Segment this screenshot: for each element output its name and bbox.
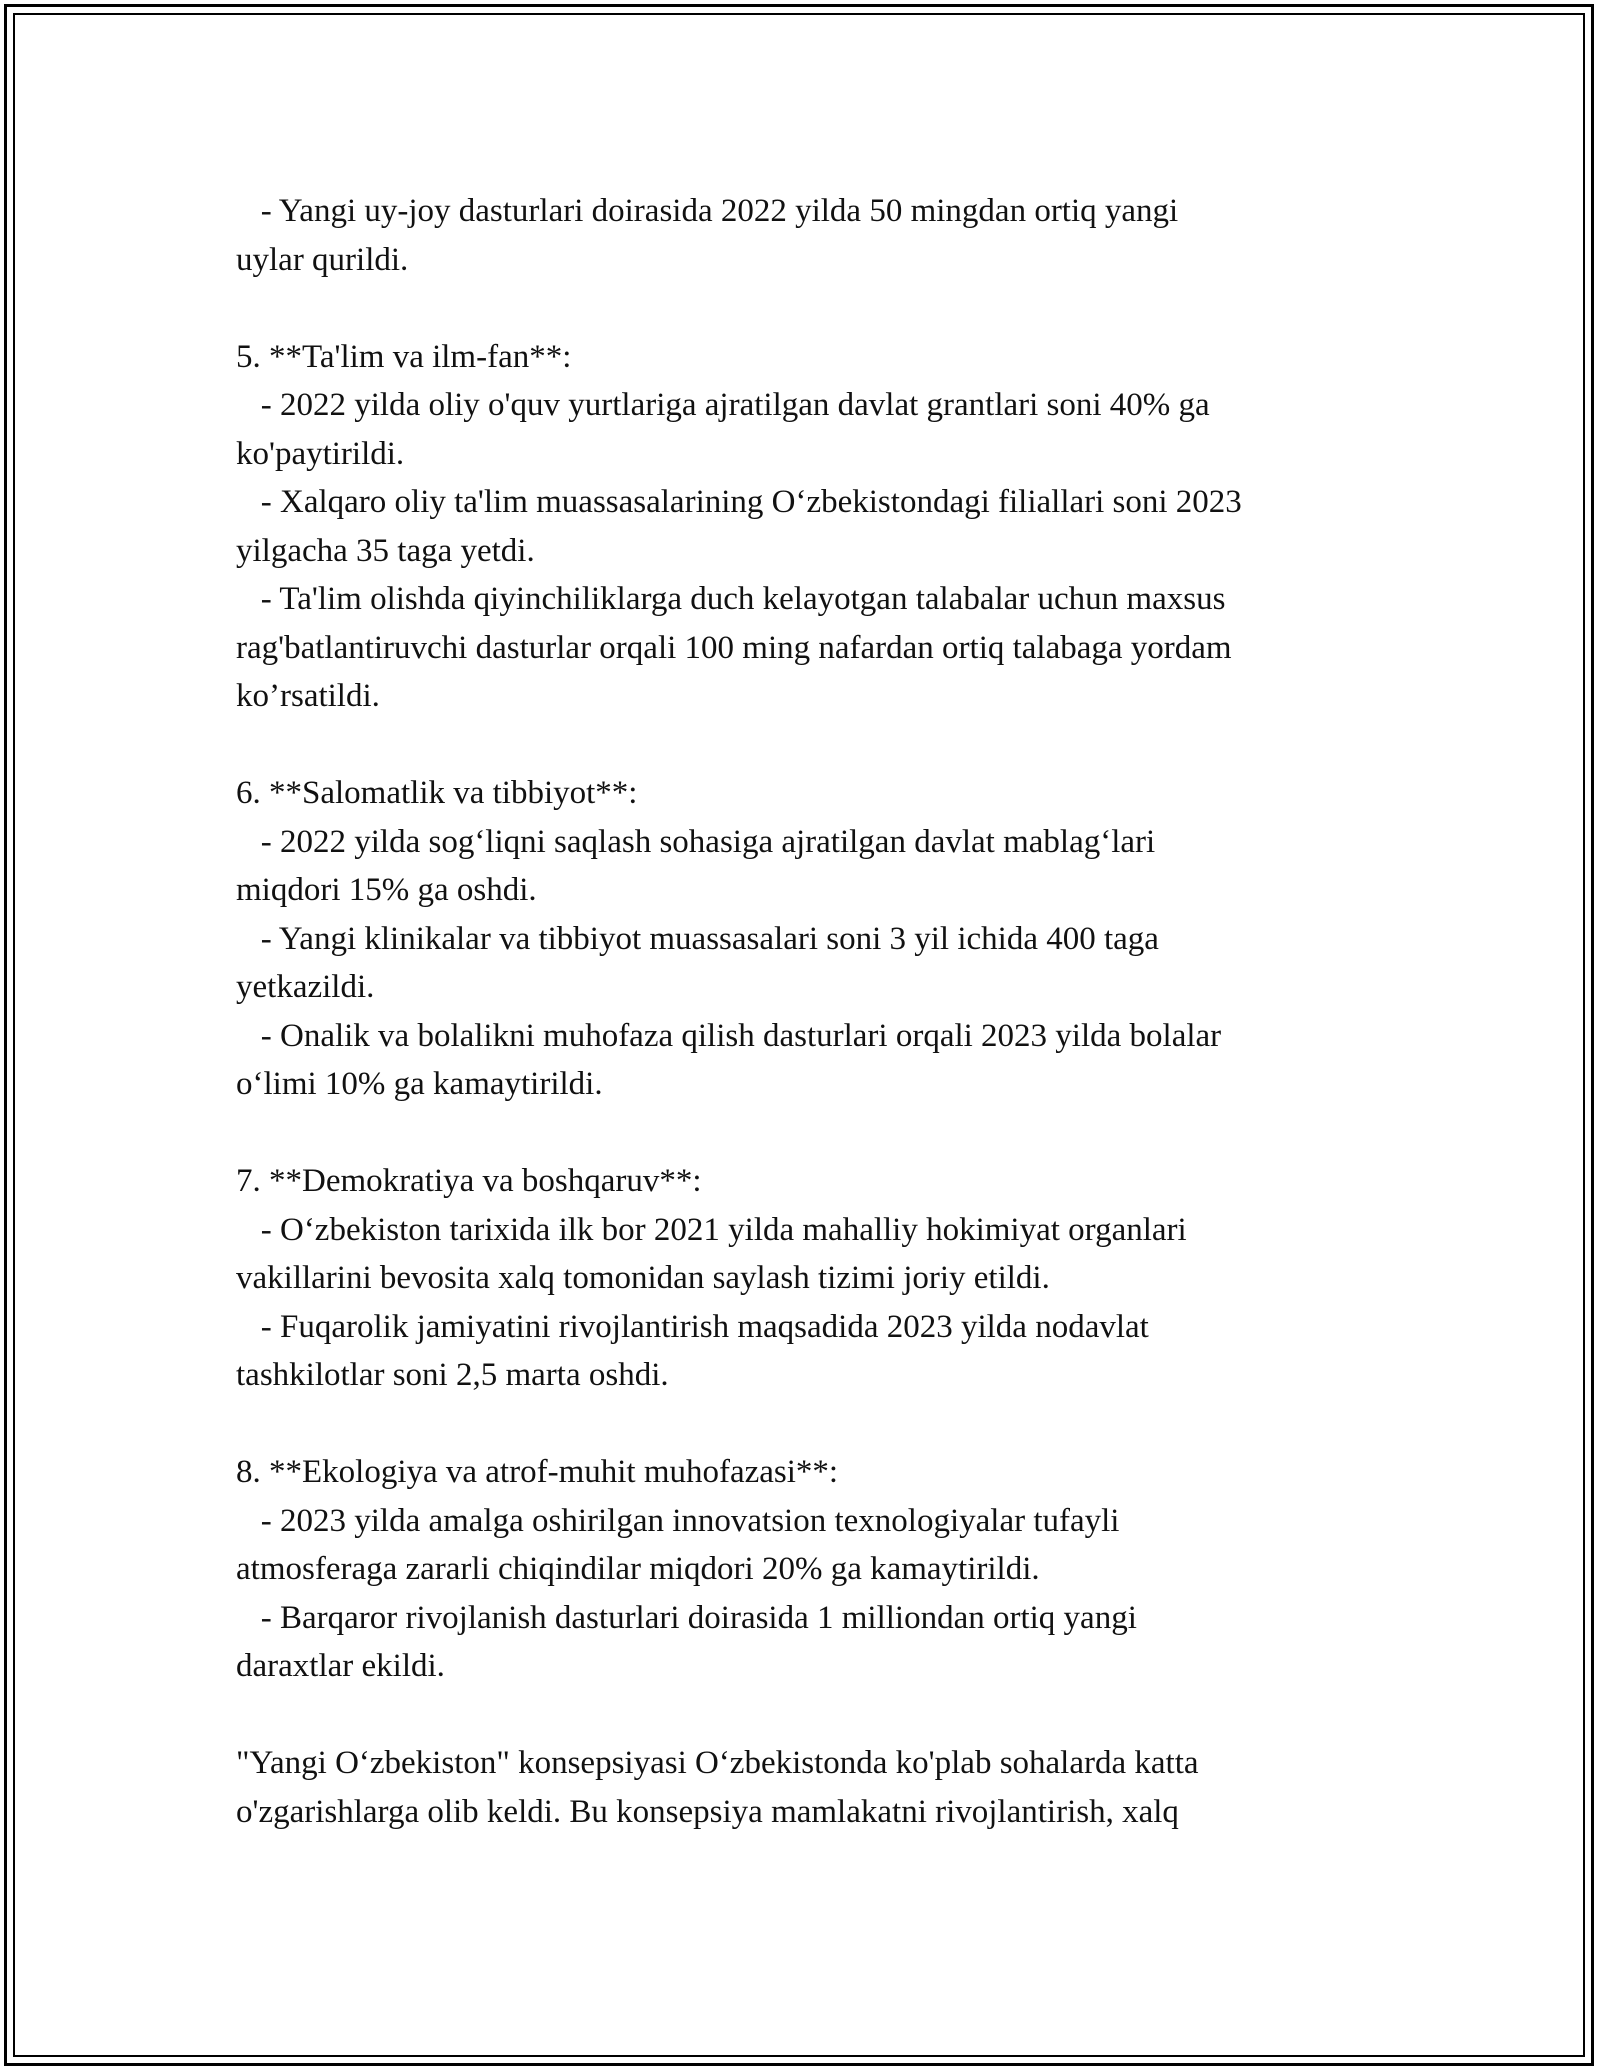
conclusion-paragraph	[236, 1739, 1386, 1836]
section-heading: 6. **Salomatlik va tibbiyot**:	[236, 775, 638, 811]
text-line: uylar qurildi.	[236, 241, 409, 278]
text-line: - 2022 yilda oliy o'quv yurtlariga ajratilgan davlat grantlari soni 40% ga	[236, 387, 1210, 423]
text-line: ko'paytirildi.	[236, 435, 405, 472]
text-line: yetkazildi.	[236, 969, 375, 1005]
document-body	[236, 187, 1386, 1836]
text-line: - Fuqarolik jamiyatini rivojlantirish maqsadida 2023 yilda nodavlat	[236, 1308, 1149, 1345]
text-line: miqdori 15% ga oshdi.	[236, 872, 537, 908]
paragraph-gap	[236, 721, 1386, 770]
section-heading: 8. **Ekologiya va atrof-muhit muhofazasi**:	[236, 1454, 839, 1490]
paragraph-gap	[236, 1691, 1386, 1740]
text-line: vakillarini bevosita xalq tomonidan saylash tizimi joriy etildi.	[236, 1260, 1050, 1296]
text-line: rag'batlantiruvchi dasturlar orqali 100 ming nafardan ortiq talabaga yordam	[236, 629, 1232, 666]
text-line: - Xalqaro oliy ta'lim muassasalarining O‘zbekistondagi filiallari soni 2023	[236, 484, 1242, 520]
text-line: tashkilotlar soni 2,5 marta oshdi.	[236, 1357, 669, 1393]
text-line: - O‘zbekiston tarixida ilk bor 2021 yilda mahalliy hokimiyat organlari	[236, 1211, 1187, 1248]
text-line: daraxtlar ekildi.	[236, 1648, 445, 1684]
text-line: ko’rsatildi.	[236, 678, 380, 714]
section-ecology	[236, 1448, 1386, 1691]
section-heading: 7. **Demokratiya va boshqaruv**:	[236, 1163, 702, 1199]
text-line: "Yangi O‘zbekiston" konsepsiyasi O‘zbekistonda ko'plab sohalarda katta	[236, 1745, 1199, 1781]
section-education	[236, 333, 1386, 721]
paragraph-gap	[236, 1400, 1386, 1449]
section-health	[236, 769, 1386, 1109]
intro-paragraph	[236, 187, 1386, 284]
text-line: - Ta'lim olishda qiyinchiliklarga duch kelayotgan talabalar uchun maxsus	[236, 581, 1226, 617]
text-line: o‘limi 10% ga kamaytirildi.	[236, 1066, 603, 1102]
text-line: - 2022 yilda sog‘liqni saqlash sohasiga ajratilgan davlat mablag‘lari	[236, 823, 1156, 860]
paragraph-gap	[236, 1109, 1386, 1158]
paragraph-gap	[236, 284, 1386, 333]
text-line: - 2023 yilda amalga oshirilgan innovatsion texnologiyalar tufayli	[236, 1502, 1120, 1539]
text-line: - Yangi uy-joy dasturlari doirasida 2022 yilda 50 mingdan ortiq yangi	[236, 193, 1179, 229]
text-line: yilgacha 35 taga yetdi.	[236, 532, 535, 569]
text-line: o'zgarishlarga olib keldi. Bu konsepsiya mamlakatni rivojlantirish, xalq	[236, 1793, 1179, 1830]
section-democracy	[236, 1157, 1386, 1400]
text-line: - Onalik va bolalikni muhofaza qilish dasturlari orqali 2023 yilda bolalar	[236, 1017, 1222, 1054]
text-line: - Yangi klinikalar va tibbiyot muassasalari soni 3 yil ichida 400 taga	[236, 920, 1159, 957]
text-line: - Barqaror rivojlanish dasturlari doirasida 1 milliondan ortiq yangi	[236, 1599, 1137, 1636]
section-heading: 5. **Ta'lim va ilm-fan**:	[236, 338, 572, 375]
text-line: atmosferaga zararli chiqindilar miqdori 20% ga kamaytirildi.	[236, 1551, 1040, 1587]
